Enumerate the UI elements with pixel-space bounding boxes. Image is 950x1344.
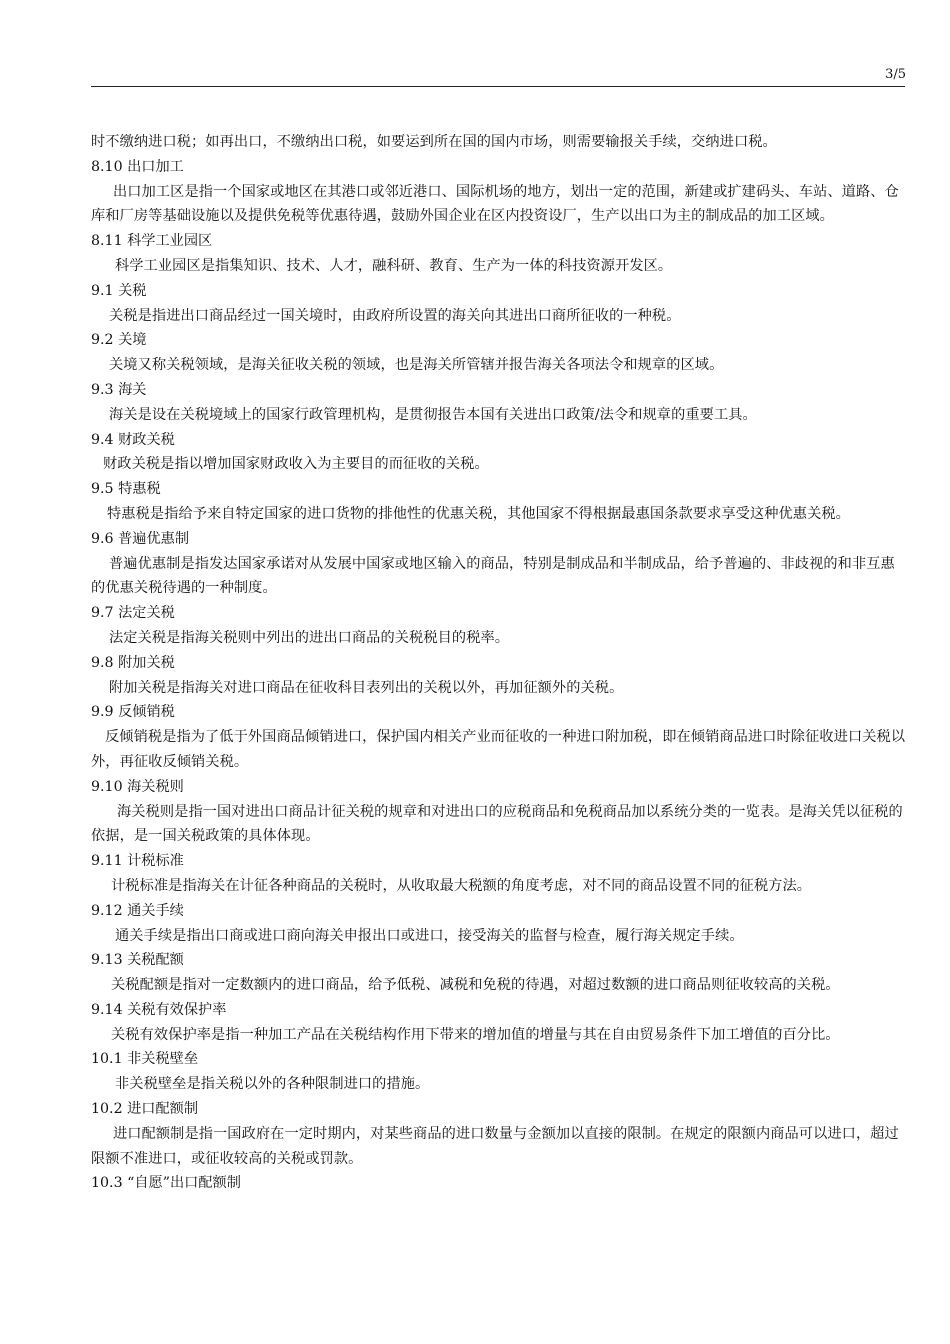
section-heading: 9.11 计税标准: [91, 853, 184, 870]
paragraph: 出口加工区是指一个国家或地区在其港口或邻近港口、国际机场的地方，划出一定的范围，新建或扩建码头、车站、道路、仓库和厂房等基础设施以及提供免税等优惠待遇，鼓励外国企业在区内投资设厂，生产以出口为主的制成品的加工区域。: [91, 183, 899, 225]
section-heading: 9.6 普遍优惠制: [91, 530, 190, 547]
header-rule: [91, 86, 905, 87]
paragraph: 关税配额是指对一定数额内的进口商品，给予低税、减税和免税的待遇，对超过数额的进口商品则征收较高的关税。: [111, 977, 840, 994]
section-heading: 9.13 关税配额: [91, 952, 184, 969]
section-heading: 9.12 通关手续: [91, 902, 184, 919]
paragraph: 计税标准是指海关在计征各种商品的关税时，从收取最大税额的角度考虑，对不同的商品设置不同的征税方法。: [111, 877, 812, 894]
section-heading: 9.14 关税有效保护率: [91, 1001, 227, 1018]
paragraph: 财政关税是指以增加国家财政收入为主要目的而征收的关税。: [103, 456, 489, 473]
page-number: 3/5: [885, 67, 906, 82]
paragraph: 通关手续是指出口商或进口商向海关申报出口或进口，接受海关的监督与检查，履行海关规定手续。: [115, 927, 744, 944]
paragraph: 附加关税是指海关对进口商品在征收科目表列出的关税以外，再加征额外的关税。: [109, 679, 624, 696]
paragraph: 法定关税是指海关税则中列出的进出口商品的关税税目的税率。: [109, 629, 510, 646]
paragraph: 特惠税是指给予来自特定国家的进口货物的排他性的优惠关税，其他国家不得根据最惠国条款要求享受这种优惠关税。: [107, 505, 850, 522]
paragraph: 关税有效保护率是指一种加工产品在关税结构作用下带来的增加值的增量与其在自由贸易条件下加工增值的百分比。: [111, 1026, 840, 1043]
section-heading: 8.10 出口加工: [91, 158, 184, 175]
paragraph: 关税是指进出口商品经过一国关境时，由政府所设置的海关向其进出口商所征收的一种税。: [109, 307, 681, 324]
paragraph: 科学工业园区是指集知识、技术、人才，融科研、教育、生产为一体的科技资源开发区。: [115, 257, 673, 274]
paragraph: 普遍优惠制是指发达国家承诺对从发展中国家或地区输入的商品，特别是制成品和半制成品，给予普遍的、非歧视的和非互惠的优惠关税待遇的一种制度。: [91, 555, 895, 597]
section-heading: 10.3 “自愿”出口配额制: [91, 1175, 241, 1192]
section-heading: 9.10 海关税则: [91, 778, 184, 795]
section-heading: 9.2 关境: [91, 332, 147, 349]
paragraph: 进口配额制是指一国政府在一定时期内，对某些商品的进口数量与金额加以直接的限制。在规定的限额内商品可以进口，超过限额不准进口，或征收较高的关税或罚款。: [91, 1125, 899, 1167]
section-heading: 9.8 附加关税: [91, 654, 175, 671]
paragraph: 时不缴纳进口税；如再出口，不缴纳出口税，如要运到所在国的国内市场，则需要输报关手续，交纳进口税。: [91, 134, 777, 150]
section-heading: 9.3 海关: [91, 381, 147, 398]
paragraph: 非关税壁垒是指关税以外的各种限制进口的措施。: [115, 1076, 430, 1093]
section-heading: 9.5 特惠税: [91, 481, 161, 498]
paragraph: 反倾销税是指为了低于外国商品倾销进口，保护国内相关产业而征收的一种进口附加税，即在倾销商品进口时除征收进口关税以外，再征收反倾销关税。: [91, 729, 906, 770]
section-heading: 9.7 法定关税: [91, 605, 175, 622]
section-heading: 10.2 进口配额制: [91, 1101, 199, 1118]
section-heading: 9.9 反倾销税: [91, 704, 175, 721]
section-heading: 10.1 非关税壁垒: [91, 1051, 199, 1068]
section-heading: 9.1 关税: [91, 282, 147, 299]
section-heading: 9.4 财政关税: [91, 431, 175, 448]
document-body: [91, 130, 907, 1196]
section-heading: 8.11 科学工业园区: [91, 233, 213, 250]
paragraph: 关境又称关税领域，是海关征收关税的领域，也是海关所管辖并报告海关各项法令和规章的区域。: [109, 357, 724, 374]
paragraph: 海关税则是指一国对进出口商品计征关税的规章和对进出口的应税商品和免税商品加以系统分类的一览表。是海关凭以征税的依据，是一国关税政策的具体体现。: [91, 803, 903, 845]
paragraph: 海关是设在关税境域上的国家行政管理机构，是贯彻报告本国有关进出口政策/法令和规章的重要工具。: [109, 406, 757, 423]
